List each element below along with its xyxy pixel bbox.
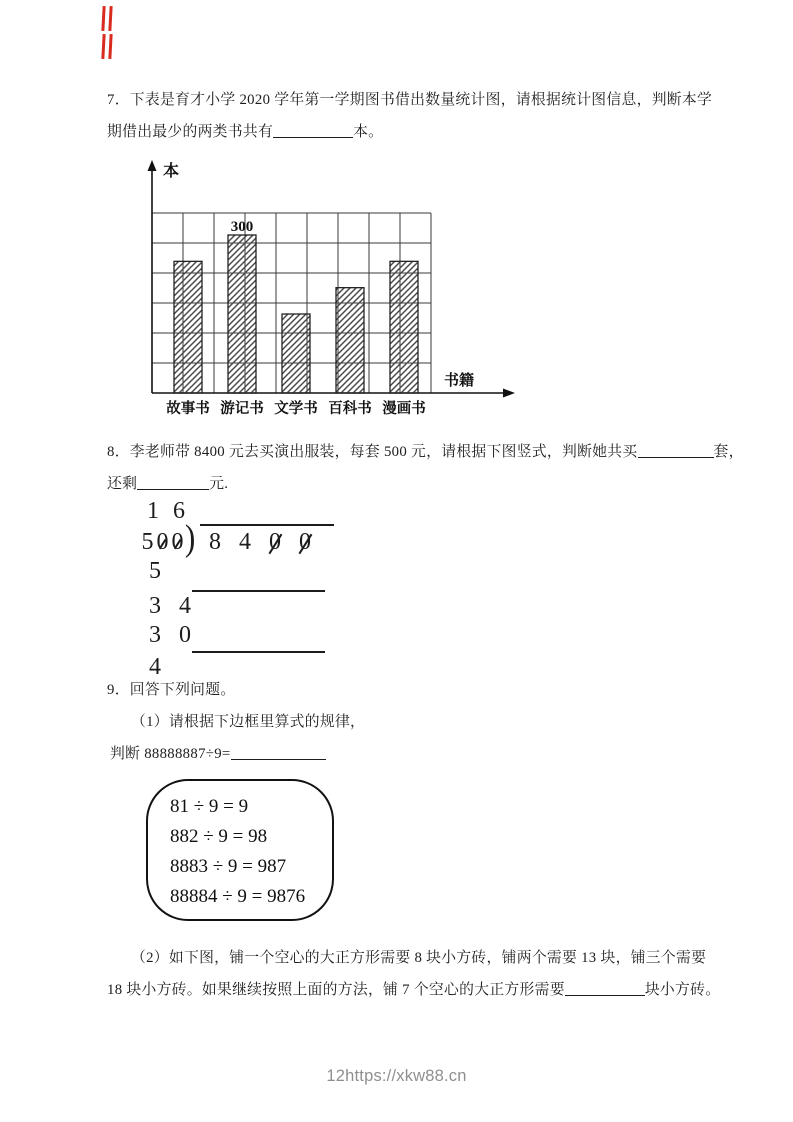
svg-text:书籍: 书籍 bbox=[444, 373, 475, 389]
step-digit: 4 bbox=[179, 593, 191, 619]
q7-bar-chart bbox=[138, 158, 538, 458]
remainder-digit: 4 bbox=[149, 654, 161, 680]
dividend-digit: 4 bbox=[239, 529, 251, 555]
q9-part1-line1-text: （1）请根据下边框里算式的规律， bbox=[131, 714, 366, 730]
q9-part2-line2 bbox=[107, 978, 720, 999]
pattern-equation: 882 ÷ 9 = 98 bbox=[170, 826, 268, 847]
answer-blank bbox=[273, 123, 353, 138]
q8-line1-before: 8．李老师带 8400 元去买演出服装，每套 500 元，请根据下图竖式，判断她共买 bbox=[107, 444, 638, 460]
red-binding-mark bbox=[101, 34, 105, 59]
step-digit: 5 bbox=[149, 558, 161, 584]
q9-part2-line2-after: 块小方砖。 bbox=[644, 982, 721, 998]
svg-text:漫画书: 漫画书 bbox=[382, 401, 426, 417]
q8-line2-after: 元. bbox=[209, 476, 229, 492]
q9-part2-line2-before: 18 块小方砖。如果继续按照上面的方法，铺 7 个空心的大正方形需要 bbox=[107, 982, 565, 998]
divisor-digit-crossed: 0 bbox=[156, 529, 169, 555]
svg-text:300: 300 bbox=[230, 219, 254, 235]
divisor-digit-crossed: 0 bbox=[171, 529, 184, 555]
answer-blank bbox=[137, 475, 209, 490]
division-rule-line bbox=[192, 590, 325, 592]
svg-text:游记书: 游记书 bbox=[220, 401, 264, 417]
q9-title bbox=[107, 678, 235, 699]
q7-text-line1 bbox=[107, 88, 712, 109]
step-digit: 3 bbox=[149, 622, 161, 648]
q9-pattern-box bbox=[146, 779, 334, 921]
red-binding-mark bbox=[101, 6, 105, 31]
step-digit: 0 bbox=[179, 622, 191, 648]
pattern-equation: 81 ÷ 9 = 9 bbox=[170, 796, 249, 817]
quotient-digit: 1 bbox=[147, 498, 159, 524]
answer-blank bbox=[231, 745, 326, 760]
q8-text-line2 bbox=[107, 472, 228, 493]
dividend-digit-crossed: 0 bbox=[260, 529, 290, 557]
step-digit: 3 bbox=[149, 593, 161, 619]
red-binding-mark bbox=[108, 6, 112, 31]
division-main-row bbox=[140, 518, 360, 564]
svg-text:文学书: 文学书 bbox=[274, 401, 318, 417]
svg-text:百科书: 百科书 bbox=[328, 401, 372, 417]
answer-blank bbox=[638, 443, 714, 458]
watermark-url: https://xkw88.cn bbox=[345, 1067, 467, 1085]
q9-part1-line1 bbox=[131, 710, 365, 731]
division-step2 bbox=[140, 593, 200, 621]
q9-part2-line1-text: （2）如下图，铺一个空心的大正方形需要 8 块小方砖，铺两个需要 13 块，铺三个需要 bbox=[131, 950, 707, 966]
q7-text-line2 bbox=[107, 120, 383, 141]
q9-part1-line2-before: 判断 88888887÷9= bbox=[110, 746, 231, 762]
svg-text:本: 本 bbox=[163, 163, 180, 180]
q8-text-line1 bbox=[107, 440, 744, 461]
division-rule-line bbox=[192, 651, 325, 653]
q7-line2-before: 期借出最少的两类书共有 bbox=[107, 124, 274, 140]
svg-text:故事书: 故事书 bbox=[166, 401, 210, 417]
q9-title-text: 9．回答下列问题。 bbox=[107, 682, 236, 698]
q9-part1-line2 bbox=[110, 742, 326, 763]
q7-line1-text: 7．下表是育才小学 2020 学年第一学期图书借出数量统计图，请根据统计图信息，判断本学 bbox=[107, 92, 713, 108]
division-dividend bbox=[200, 524, 334, 557]
q7-line2-after: 本。 bbox=[353, 124, 384, 140]
red-binding-mark bbox=[108, 34, 112, 59]
page-footer bbox=[0, 1067, 793, 1086]
q8-line1-after: 套， bbox=[713, 444, 744, 460]
division-step3 bbox=[140, 622, 200, 650]
q9-part2-line1 bbox=[131, 946, 706, 967]
dividend-digit-crossed: 0 bbox=[290, 529, 320, 557]
q8-line2-before: 还剩 bbox=[107, 476, 138, 492]
division-step1 bbox=[140, 558, 170, 586]
division-bracket: ) bbox=[184, 518, 196, 559]
answer-blank bbox=[565, 981, 645, 996]
pattern-equation: 8883 ÷ 9 = 987 bbox=[170, 856, 287, 877]
quotient-digit: 6 bbox=[173, 498, 185, 524]
pattern-equation: 88884 ÷ 9 = 9876 bbox=[170, 886, 306, 907]
divisor-digit: 5 bbox=[141, 529, 154, 555]
division-divisor bbox=[140, 529, 185, 557]
page-number: 12 bbox=[326, 1067, 346, 1085]
dividend-digit: 8 bbox=[209, 529, 221, 555]
long-division bbox=[140, 498, 360, 683]
